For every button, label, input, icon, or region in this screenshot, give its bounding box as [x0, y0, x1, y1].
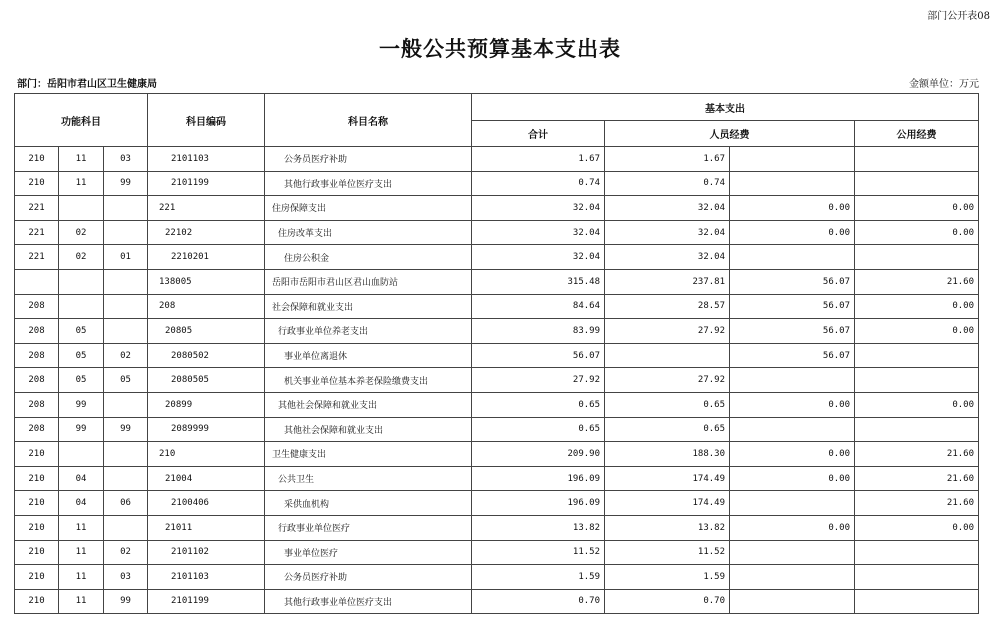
cell-total: 83.99	[472, 319, 605, 344]
cell-subject-name: 行政事业单位养老支出	[265, 319, 472, 344]
table-row	[15, 417, 979, 442]
cell-personnel: 13.82	[605, 515, 730, 540]
cell-func-class: 208	[15, 343, 59, 368]
cell-func-subitem	[104, 515, 148, 540]
cell-personnel: 1.67	[605, 147, 730, 172]
cell-func-item	[59, 294, 104, 319]
cell-total: 56.07	[472, 343, 605, 368]
cell-func-subitem: 02	[104, 540, 148, 565]
table-row	[15, 220, 979, 245]
cell-func-subitem: 99	[104, 589, 148, 614]
cell-subject-name: 事业单位离退休	[265, 343, 472, 368]
cell-func-class: 208	[15, 392, 59, 417]
cell-public-a: 56.07	[730, 269, 855, 294]
cell-subject-name: 住房保障支出	[265, 196, 472, 221]
cell-func-item: 04	[59, 466, 104, 491]
cell-personnel: 32.04	[605, 220, 730, 245]
cell-public-b: 0.00	[855, 220, 979, 245]
cell-func-subitem	[104, 442, 148, 467]
cell-func-subitem	[104, 220, 148, 245]
cell-personnel: 174.49	[605, 466, 730, 491]
cell-personnel: 1.59	[605, 565, 730, 590]
cell-public-b	[855, 417, 979, 442]
cell-func-item: 11	[59, 540, 104, 565]
cell-subject-code: 2080505	[148, 368, 265, 393]
table-row	[15, 171, 979, 196]
cell-func-subitem: 99	[104, 171, 148, 196]
cell-subject-code: 2100406	[148, 491, 265, 516]
cell-public-a	[730, 368, 855, 393]
cell-public-a: 56.07	[730, 319, 855, 344]
cell-personnel: 0.65	[605, 417, 730, 442]
cell-func-class: 210	[15, 147, 59, 172]
cell-public-a: 0.00	[730, 466, 855, 491]
cell-func-item: 11	[59, 147, 104, 172]
cell-public-b: 0.00	[855, 294, 979, 319]
cell-func-class	[15, 269, 59, 294]
cell-public-a: 56.07	[730, 343, 855, 368]
cell-func-item: 05	[59, 368, 104, 393]
cell-func-subitem	[104, 319, 148, 344]
cell-func-class: 210	[15, 589, 59, 614]
cell-public-b: 21.60	[855, 269, 979, 294]
cell-func-class: 208	[15, 417, 59, 442]
table-row	[15, 565, 979, 590]
cell-subject-name: 其他行政事业单位医疗支出	[265, 589, 472, 614]
cell-func-item: 02	[59, 220, 104, 245]
cell-personnel: 32.04	[605, 245, 730, 270]
cell-public-a: 0.00	[730, 515, 855, 540]
cell-func-item: 02	[59, 245, 104, 270]
cell-subject-name: 岳阳市岳阳市君山区君山血防站	[265, 269, 472, 294]
cell-subject-name: 社会保障和就业支出	[265, 294, 472, 319]
cell-func-class: 208	[15, 294, 59, 319]
cell-personnel: 0.74	[605, 171, 730, 196]
cell-public-b: 21.60	[855, 466, 979, 491]
table-row	[15, 147, 979, 172]
table-row	[15, 392, 979, 417]
cell-subject-code: 2101102	[148, 540, 265, 565]
table-body	[15, 147, 979, 614]
cell-func-subitem: 99	[104, 417, 148, 442]
cell-personnel: 174.49	[605, 491, 730, 516]
cell-total: 1.59	[472, 565, 605, 590]
cell-public-a	[730, 589, 855, 614]
cell-public-a	[730, 540, 855, 565]
cell-total: 0.70	[472, 589, 605, 614]
page-title: 一般公共预算基本支出表	[379, 36, 621, 61]
cell-subject-name: 行政事业单位医疗	[265, 515, 472, 540]
cell-total: 209.90	[472, 442, 605, 467]
table-row	[15, 196, 979, 221]
cell-total: 196.09	[472, 491, 605, 516]
cell-subject-name: 事业单位医疗	[265, 540, 472, 565]
cell-func-class: 210	[15, 466, 59, 491]
cell-subject-code: 20805	[148, 319, 265, 344]
cell-personnel: 188.30	[605, 442, 730, 467]
cell-total: 27.92	[472, 368, 605, 393]
cell-public-a	[730, 171, 855, 196]
cell-subject-code: 2101103	[148, 565, 265, 590]
cell-public-a: 0.00	[730, 392, 855, 417]
cell-public-b: 0.00	[855, 392, 979, 417]
cell-func-class: 208	[15, 319, 59, 344]
cell-public-a: 0.00	[730, 196, 855, 221]
expenditure-table	[14, 93, 979, 614]
table-row	[15, 343, 979, 368]
cell-subject-code: 2210201	[148, 245, 265, 270]
cell-personnel: 11.52	[605, 540, 730, 565]
cell-personnel: 0.65	[605, 392, 730, 417]
cell-public-a	[730, 491, 855, 516]
cell-func-subitem	[104, 269, 148, 294]
cell-public-a	[730, 245, 855, 270]
cell-func-item: 11	[59, 589, 104, 614]
cell-public-a	[730, 417, 855, 442]
table-row	[15, 589, 979, 614]
cell-personnel: 27.92	[605, 319, 730, 344]
cell-total: 32.04	[472, 220, 605, 245]
cell-public-b	[855, 540, 979, 565]
cell-total: 32.04	[472, 196, 605, 221]
header-subject-name: 科目名称	[265, 94, 472, 147]
cell-subject-code: 21011	[148, 515, 265, 540]
cell-public-b: 21.60	[855, 491, 979, 516]
cell-subject-name: 机关事业单位基本养老保险缴费支出	[265, 368, 472, 393]
cell-func-item: 05	[59, 319, 104, 344]
cell-subject-name: 卫生健康支出	[265, 442, 472, 467]
table-row	[15, 540, 979, 565]
table-row	[15, 442, 979, 467]
cell-subject-name: 公务员医疗补助	[265, 565, 472, 590]
cell-subject-code: 138005	[148, 269, 265, 294]
cell-func-item: 11	[59, 171, 104, 196]
header-total: 合计	[472, 121, 605, 147]
cell-func-item	[59, 269, 104, 294]
cell-subject-name: 采供血机构	[265, 491, 472, 516]
cell-func-subitem	[104, 294, 148, 319]
cell-subject-name: 住房公积金	[265, 245, 472, 270]
cell-public-a	[730, 565, 855, 590]
cell-subject-name: 其他行政事业单位医疗支出	[265, 171, 472, 196]
cell-func-item: 11	[59, 515, 104, 540]
cell-public-b	[855, 565, 979, 590]
cell-public-b: 0.00	[855, 196, 979, 221]
cell-func-subitem: 02	[104, 343, 148, 368]
cell-personnel: 0.70	[605, 589, 730, 614]
cell-func-class: 210	[15, 565, 59, 590]
cell-subject-name: 其他社会保障和就业支出	[265, 392, 472, 417]
cell-func-item: 05	[59, 343, 104, 368]
cell-subject-code: 21004	[148, 466, 265, 491]
cell-total: 84.64	[472, 294, 605, 319]
cell-subject-code: 2089999	[148, 417, 265, 442]
cell-total: 0.65	[472, 417, 605, 442]
cell-public-a: 0.00	[730, 220, 855, 245]
cell-public-b	[855, 147, 979, 172]
table-row	[15, 319, 979, 344]
cell-total: 13.82	[472, 515, 605, 540]
cell-subject-name: 公务员医疗补助	[265, 147, 472, 172]
table-row	[15, 245, 979, 270]
cell-public-b	[855, 343, 979, 368]
cell-public-a: 0.00	[730, 442, 855, 467]
cell-func-subitem	[104, 196, 148, 221]
cell-func-subitem: 03	[104, 147, 148, 172]
cell-personnel: 28.57	[605, 294, 730, 319]
table-row	[15, 466, 979, 491]
cell-subject-code: 2101103	[148, 147, 265, 172]
amount-unit-label: 金额单位：万元	[909, 79, 979, 90]
cell-subject-code: 2101199	[148, 171, 265, 196]
cell-public-a: 56.07	[730, 294, 855, 319]
cell-func-subitem: 05	[104, 368, 148, 393]
cell-public-a	[730, 147, 855, 172]
table-row	[15, 368, 979, 393]
header-func-subject: 功能科目	[15, 94, 148, 147]
cell-personnel: 27.92	[605, 368, 730, 393]
cell-func-class: 208	[15, 368, 59, 393]
department-label: 部门：岳阳市君山区卫生健康局	[17, 79, 157, 90]
cell-public-b: 21.60	[855, 442, 979, 467]
cell-total: 0.74	[472, 171, 605, 196]
table-row	[15, 515, 979, 540]
cell-public-b	[855, 171, 979, 196]
header-personnel: 人员经费	[605, 121, 855, 147]
cell-func-subitem: 06	[104, 491, 148, 516]
cell-func-subitem: 03	[104, 565, 148, 590]
cell-total: 196.09	[472, 466, 605, 491]
cell-func-class: 221	[15, 220, 59, 245]
cell-func-item: 99	[59, 392, 104, 417]
cell-subject-name: 公共卫生	[265, 466, 472, 491]
cell-public-b	[855, 368, 979, 393]
cell-subject-name: 住房改革支出	[265, 220, 472, 245]
cell-func-class: 221	[15, 196, 59, 221]
cell-func-subitem	[104, 392, 148, 417]
cell-subject-code: 210	[148, 442, 265, 467]
cell-func-item: 99	[59, 417, 104, 442]
cell-func-subitem: 01	[104, 245, 148, 270]
cell-func-item: 11	[59, 565, 104, 590]
header-public: 公用经费	[855, 121, 979, 147]
cell-personnel: 237.81	[605, 269, 730, 294]
cell-public-b	[855, 245, 979, 270]
cell-subject-code: 221	[148, 196, 265, 221]
cell-func-class: 210	[15, 442, 59, 467]
cell-subject-name: 其他社会保障和就业支出	[265, 417, 472, 442]
cell-public-b: 0.00	[855, 515, 979, 540]
cell-func-class: 210	[15, 171, 59, 196]
table-row	[15, 294, 979, 319]
cell-func-subitem	[104, 466, 148, 491]
cell-subject-code: 2080502	[148, 343, 265, 368]
table-row	[15, 269, 979, 294]
form-code: 部门公开表08	[927, 11, 990, 22]
cell-subject-code: 22102	[148, 220, 265, 245]
header-subject-code: 科目编码	[148, 94, 265, 147]
cell-subject-code: 208	[148, 294, 265, 319]
cell-public-b: 0.00	[855, 319, 979, 344]
header-basic-expenditure: 基本支出	[472, 94, 979, 121]
cell-func-item	[59, 442, 104, 467]
cell-total: 315.48	[472, 269, 605, 294]
cell-func-class: 221	[15, 245, 59, 270]
cell-subject-code: 20899	[148, 392, 265, 417]
cell-total: 11.52	[472, 540, 605, 565]
cell-func-class: 210	[15, 540, 59, 565]
cell-func-item: 04	[59, 491, 104, 516]
cell-func-class: 210	[15, 491, 59, 516]
cell-personnel	[605, 343, 730, 368]
cell-personnel: 32.04	[605, 196, 730, 221]
table-row	[15, 491, 979, 516]
cell-func-item	[59, 196, 104, 221]
cell-public-b	[855, 589, 979, 614]
cell-total: 32.04	[472, 245, 605, 270]
cell-subject-code: 2101199	[148, 589, 265, 614]
cell-total: 1.67	[472, 147, 605, 172]
cell-total: 0.65	[472, 392, 605, 417]
cell-func-class: 210	[15, 515, 59, 540]
